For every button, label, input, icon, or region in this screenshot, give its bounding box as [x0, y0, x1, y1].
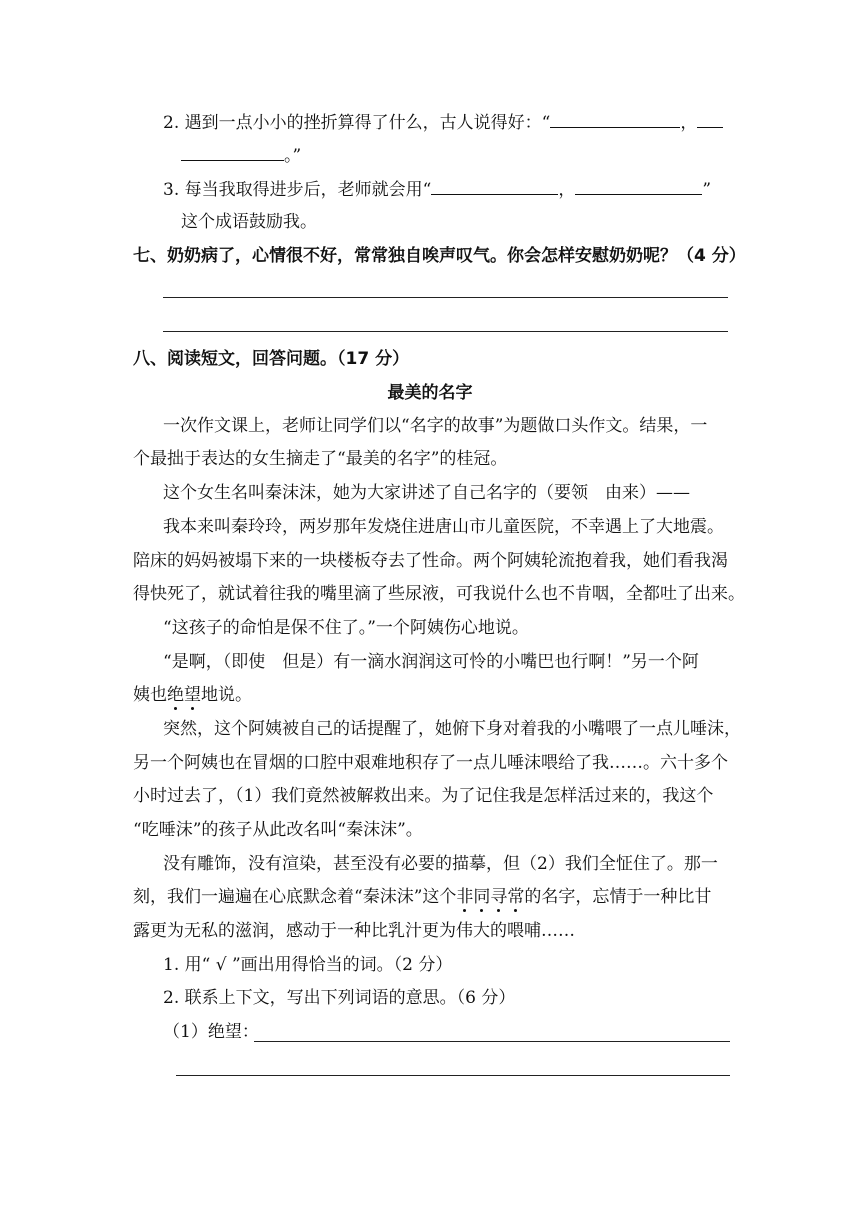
passage-line: 这个女生名叫秦沫沫，她为大家讲述了自己名字的（要领 由来）—— [163, 483, 690, 503]
answer-line[interactable] [163, 331, 728, 332]
text-span: 姨也 [133, 685, 167, 705]
emphasis-dot-char: 非 [456, 887, 474, 907]
passage-line: 小时过去了，（1）我们竟然被解救出来。为了记住我是怎样活过来的，我这个 [133, 786, 714, 806]
text-span: 的名字，忘情于一种比甘 [524, 887, 712, 907]
passage-line: 我本来叫秦玲玲，两岁那年发烧住进唐山市儿童医院，不幸遇上了大地震。 [163, 517, 724, 537]
question-3-close: ” [702, 180, 712, 200]
text-span: 刻，我们一遍遍在心底默念着“秦沫沫”这个 [133, 887, 457, 907]
passage-line: 个最拙于表达的女生摘走了“最美的名字”的桂冠。 [133, 449, 508, 469]
question-3-line2: 这个成语鼓励我。 [181, 212, 317, 232]
question-2-line2 [181, 144, 301, 168]
question-2-text: 2. 遇到一点小小的挫折算得了什么，古人说得好：“ [163, 113, 551, 133]
passage-line: 另一个阿姨也在冒烟的口腔中艰难地积存了一点儿唾沫喂给了我……。六十多个 [133, 753, 728, 773]
section-8-title: 八、阅读短文，回答问题。（17 分） [133, 349, 410, 369]
question-3-comma: ， [558, 180, 576, 200]
passage-line: 露更为无私的滋润，感动于一种比乳汁更为伟大的喂哺…… [133, 921, 575, 941]
emphasis-dot-char: 同 [473, 887, 491, 907]
passage-line: 没有雕饰，没有渲染，甚至没有必要的描摹，但（2）我们全怔住了。那一 [163, 854, 718, 874]
sub-question-2-1: （1）绝望： [163, 1022, 259, 1042]
answer-line[interactable] [176, 1075, 730, 1076]
passage-line: 一次作文课上，老师让同学们以“名字的故事”为题做口头作文。结果，一 [163, 416, 708, 436]
question-3-text: 3. 每当我取得进步后，老师就会用“ [163, 180, 432, 200]
passage-line: 突然，这个阿姨被自己的话提醒了，她俯下身对着我的小嘴喂了一点儿唾沫， [163, 719, 741, 739]
answer-blank[interactable] [697, 111, 723, 128]
answer-blank[interactable] [431, 178, 558, 195]
sub-question-1: 1. 用“ √ ”画出用得恰当的词。（2 分） [163, 955, 453, 975]
passage-title: 最美的名字 [387, 383, 473, 403]
passage-line: 陪床的妈妈被塌下来的一块楼板夺去了性命。两个阿姨轮流抱着我，她们看我渴 [133, 551, 728, 571]
emphasis-dot-char: 望 [184, 685, 201, 705]
passage-line: “吃唾沫”的孩子从此改名叫“秦沫沫”。 [133, 820, 423, 840]
question-2-end: 。” [284, 146, 302, 166]
emphasis-dot-char: 寻 [490, 887, 508, 907]
question-3-line1 [163, 178, 711, 202]
question-2-comma: ， [680, 113, 698, 133]
answer-blank[interactable] [575, 178, 702, 195]
answer-line[interactable] [163, 297, 728, 298]
passage-line [133, 683, 252, 707]
emphasis-dot-char: 常 [507, 887, 525, 907]
emphasis-dot-char: 绝 [167, 685, 184, 705]
passage-line: “是啊，（即使 但是）有一滴水润润这可怜的小嘴巴也行啊！”另一个阿 [163, 652, 699, 672]
sub-question-2: 2. 联系上下文，写出下列词语的意思。（6 分） [163, 988, 516, 1008]
section-7-title: 七、奶奶病了，心情很不好，常常独自唉声叹气。你会怎样安慰奶奶呢？（4 分） [133, 246, 746, 266]
answer-blank[interactable] [181, 144, 284, 161]
answer-line[interactable] [254, 1041, 730, 1042]
question-2-line1 [163, 111, 723, 135]
answer-blank[interactable] [550, 111, 680, 128]
passage-line [133, 885, 711, 909]
passage-line: “这孩子的命怕是保不住了。”一个阿姨伤心地说。 [163, 618, 529, 638]
passage-line: 得快死了，就试着往我的嘴里滴了些尿液，可我说什么也不肯咽，全都吐了出来。 [133, 584, 745, 604]
text-span: 地说。 [201, 685, 252, 705]
